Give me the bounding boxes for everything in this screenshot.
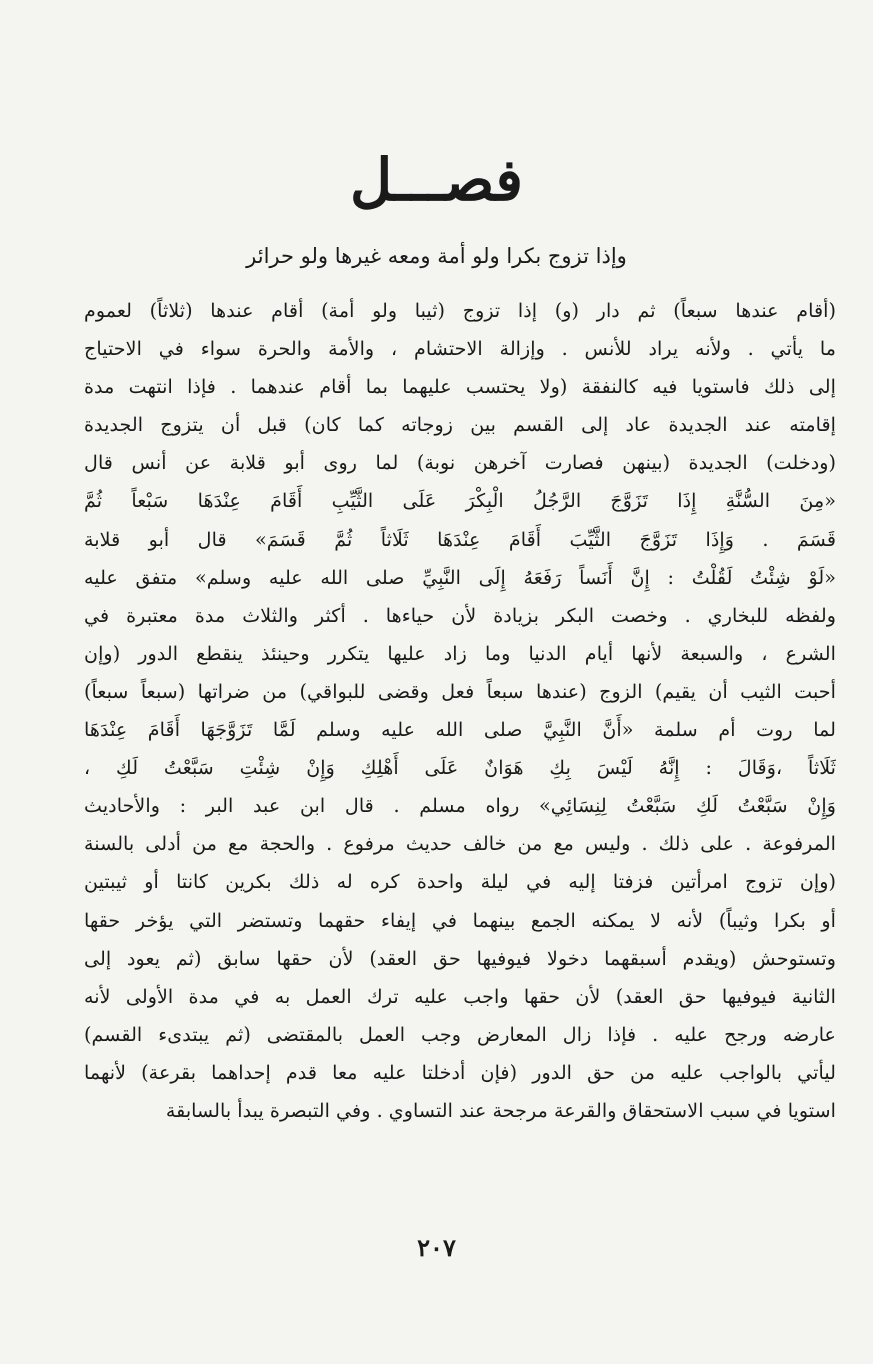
text-line: (وإن تزوج امرأتين فزفتا إليه في ليلة واحدة كره له ذلك بكرين كانتا أو ثيبتين: [84, 870, 836, 894]
text-line: (أقام عندها سبعاً) ثم دار (و) إذا تزوج (ثيبا ولو أمة) أقام عندها (ثلاثاً) لعموم: [84, 299, 836, 322]
text-line: أحبت الثيب أن يقيم) الزوج (عندها سبعاً فعل وقضى للبواقي) من ضراتها (سبعاً سبعاً): [84, 679, 836, 703]
text-line: الثانية فيوفيها حق العقد) لأن حقها واجب عليه ترك العمل به في مدة الأولى لأنه: [84, 984, 836, 1008]
text-line: ثَلَاثاً ،وَقَالَ : إِنَّهُ لَيْسَ بِكِ هَوَانٌ عَلَى أَهْلِكِ وَإِنْ شِئْتِ سَبَّعْتُ لَكِ ،: [84, 756, 836, 780]
text-line: وتستوحش (ويقدم أسبقهما دخولا فيوفيها حق العقد) لأن حقها سابق (ثم يعود إلى: [84, 946, 836, 970]
section-subtitle: وإذا تزوج بكرا ولو أمة ومعه غيرها ولو حرائر: [246, 244, 627, 268]
text-line: ما يأتي . ولأنه يراد للأنس . وإزالة الاحتشام ، والأمة والحرة سواء في الاحتياج: [84, 337, 836, 361]
text-line: (ودخلت) الجديدة (بينهن فصارت آخرهن نوبة) لما روى أبو قلابة عن أنس قال: [84, 451, 836, 475]
text-line: عارضه ورجح عليه . فإذا زال المعارض وجب العمل بالمقتضى (ثم يبتدىء القسم): [84, 1022, 836, 1046]
text-line: استويا في سبب الاستحقاق والقرعة مرجحة عند التساوي . وفي التبصرة يبدأ بالسابقة: [165, 1098, 836, 1122]
chapter-title: فصـــل: [350, 146, 523, 214]
page-number: ٢٠٧: [417, 1233, 456, 1262]
text-line: «مِنَ السُّنَّةِ إِذَا تَزَوَّجَ الرَّجُلُ الْبِكْرَ عَلَى الثَّيِّبِ أَقَامَ عِنْدَهَا سَبْعاً ثُمَّ: [84, 489, 836, 513]
text-line: «لَوْ شِئْتُ لَقُلْتُ : إِنَّ أَنَساً رَفَعَهُ إِلَى النَّبِيِّ صلى الله عليه وسلم» متفق عليه: [84, 565, 836, 589]
text-line: الشرع ، والسبعة لأنها أيام الدنيا وما زاد عليها يتكرر وحينئذ ينقطع الدور (وإن: [84, 641, 836, 665]
text-line: ولفظه للبخاري . وخصت البكر بزيادة لأن حياءها . أكثر والثلاث مدة معتبرة في: [84, 603, 836, 627]
text-line: وَإِنْ سَبَّعْتُ لَكِ سَبَّعْتُ لِنِسَائِي» رواه مسلم . قال ابن عبد البر : والأحاديث: [84, 794, 836, 818]
text-line: المرفوعة . على ذلك . وليس مع من خالف حديث مرفوع . والحجة مع من أدلى بالسنة: [84, 832, 836, 856]
body-text: [84, 292, 836, 1206]
text-line: ليأتي بالواجب عليه من حق الدور (فإن أدخلتا عليه معا قدم إحداهما بقرعة) لأنهما: [84, 1060, 836, 1084]
text-line: قَسَمَ . وَإِذَا تَزَوَّجَ الثَّيِّبَ أَقَامَ عِنْدَهَا ثَلَاثاً ثُمَّ قَسَمَ» قال أبو قلابة: [84, 527, 836, 551]
text-line: أو بكرا وثيباً) لأنه لا يمكنه الجمع بينهما في إيفاء حقهما وتستضر التي يؤخر حقها: [84, 908, 836, 932]
text-line: إقامته عند الجديدة عاد إلى القسم بين زوجاته كما كان) قبل أن يتزوج الجديدة: [84, 413, 836, 437]
text-line: لما روت أم سلمة «أَنَّ النَّبِيَّ صلى الله عليه وسلم لَمَّا تَزَوَّجَهَا أَقَامَ عِنْدَهَا: [84, 718, 836, 742]
text-line: إلى ذلك فاستويا فيه كالنفقة (ولا يحتسب عليهما بما أقام عندهما . فإذا انتهت مدة: [84, 375, 836, 399]
